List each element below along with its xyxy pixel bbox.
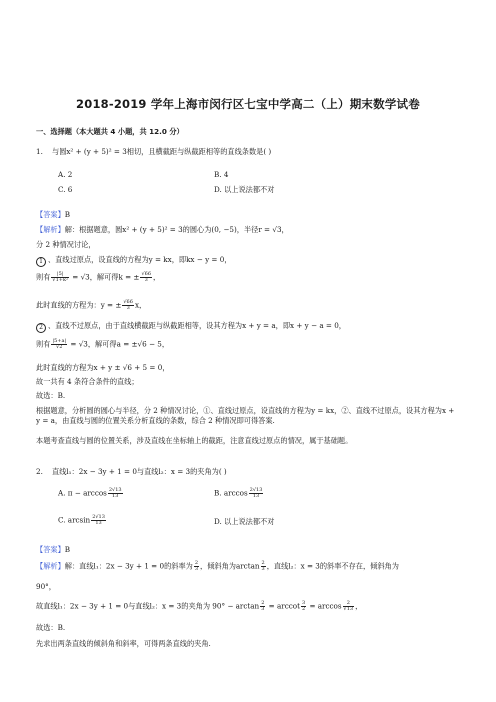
answer-value: B <box>64 545 71 554</box>
fraction: $\frac{√66}{3}$ <box>123 299 133 311</box>
circled-number: 1 <box>36 257 46 267</box>
analysis-text: 此时直线的方程为：y = ± <box>36 300 122 310</box>
analysis-text: 、直线过原点，设直线的方程为y = kx，即kx − y = 0， <box>48 255 232 264</box>
q2-answer <box>36 545 70 555</box>
circled-number: 2 <box>36 323 46 333</box>
analysis-text: 解：根据题意，圆x² + (y + 5)² = 3的圆心为(0, −5)，半径r = √3， <box>64 225 289 234</box>
q2-analysis-line-5: 先求出两条直线的倾斜角和斜率，可得两条直线的夹角. <box>36 639 211 648</box>
q1-option-b: B. 4 <box>214 170 229 179</box>
q2-analysis-line-1: 【解析】解：直线l₁：2x − 3y + 1 = 0的斜率为 $\frac{2}{3}$ ，倾斜角为arctan $\frac{2}{3}$ ，直线l₂：x = 3的斜率不存在，倾斜角为 <box>36 560 399 572</box>
q2-option-a: A. π − arccos $\frac{2√13}{13}$ <box>58 487 122 499</box>
analysis-text: x， <box>134 300 147 310</box>
q2-analysis-line-3: 故直线l₁：2x − 3y + 1 = 0与直线l₂：x = 3的夹角为 90° − arctan $\frac{2}{3}$ = arccot $\frac{3}{2}$ = arccos $\frac{2}{√13}$ ， <box>36 600 363 612</box>
q1-analysis-line-4 <box>36 272 160 283</box>
q2-option-b: B. arccos $\frac{2√13}{13}$ <box>214 487 263 499</box>
q1-stem-line <box>36 147 271 157</box>
q1-analysis-line-3 <box>36 255 231 267</box>
analysis-text: ， <box>153 272 161 282</box>
fraction: $\frac{|5|}{\text{√1+k²}}$ <box>52 271 68 283</box>
q1-analysis-line-7 <box>36 339 169 350</box>
q1-option-d: D. 以上说法都不对 <box>214 185 275 194</box>
fraction: $\frac{|5+a|}{√2}$ <box>52 338 67 350</box>
q1-number: 1. <box>36 147 43 156</box>
q1-analysis-line-9: 故一共有 4 条符合条件的直线； <box>36 377 139 386</box>
analysis-text: 、直线不过原点，由于直线横截距与纵截距相等，设其方程为x + y = a，即x + y − a = 0， <box>48 321 346 330</box>
q1-analysis-line-2: 分 2 种情况讨论， <box>36 240 96 249</box>
analysis-text: = √3，解可得a = ±√6 − 5， <box>68 339 170 349</box>
q2-option-c: C. arcsin $\frac{2√13}{13}$ <box>58 514 105 526</box>
q2-analysis-line-4: 故选：B. <box>36 623 66 632</box>
q2-stem-line <box>36 467 227 477</box>
q1-analysis-line-10: 故选：B. <box>36 391 66 400</box>
answer-value: B <box>64 210 71 219</box>
fraction: $\frac{√66}{3}$ <box>141 271 152 283</box>
analysis-text: 则有 <box>36 339 51 349</box>
q2-option-d: D. 以上说法都不对 <box>214 517 275 526</box>
q2-stem: 直线l₁：2x − 3y + 1 = 0与直线l₂：x = 3的夹角为( ) <box>52 467 227 476</box>
q1-option-a: A. 2 <box>58 170 73 179</box>
q1-stem: 与圆x² + (y + 5)² = 3相切，且横截距与纵截距相等的直线条数是( ) <box>52 147 272 156</box>
q1-option-c: C. 6 <box>58 185 73 194</box>
analysis-tag: 【解析】 <box>36 561 65 571</box>
q1-analysis-line-5 <box>36 300 146 311</box>
analysis-tag: 【解析】 <box>36 225 65 234</box>
answer-tag: 【答案】 <box>36 210 65 219</box>
q2-analysis-line-2: 90°， <box>36 582 56 591</box>
q1-analysis-line-6 <box>36 321 346 333</box>
analysis-text: 则有 <box>36 272 51 282</box>
page-title: 2018-2019 学年上海市闵行区七宝中学高二（上）期末数学试卷 <box>76 97 420 111</box>
analysis-text: = √3，解可得k = ± <box>69 272 140 282</box>
answer-tag: 【答案】 <box>36 545 65 554</box>
q1-analysis-comment: 本题考查直线与圆的位置关系，涉及直线在坐标轴上的截距，注意直线过原点的情况，属于基础题。 <box>36 436 353 445</box>
q1-answer <box>36 210 70 220</box>
q1-analysis-summary: 根据题意，分析圆的圆心与半径，分 2 种情况讨论，①、直线过原点，设直线的方程为y = kx，②、直线不过原点，设其方程为x + y = a，由直线与圆的位置关系分析直线的条数，综合 2 种情况即可得答案. <box>36 406 455 425</box>
q1-analysis-line-1 <box>36 225 289 235</box>
section-heading: 一、选择题（本大题共 4 小题，共 12.0 分） <box>36 127 184 136</box>
q1-analysis-line-8: 此时直线的方程为x + y ± √6 + 5 = 0， <box>36 363 170 372</box>
q2-number: 2. <box>36 467 43 476</box>
